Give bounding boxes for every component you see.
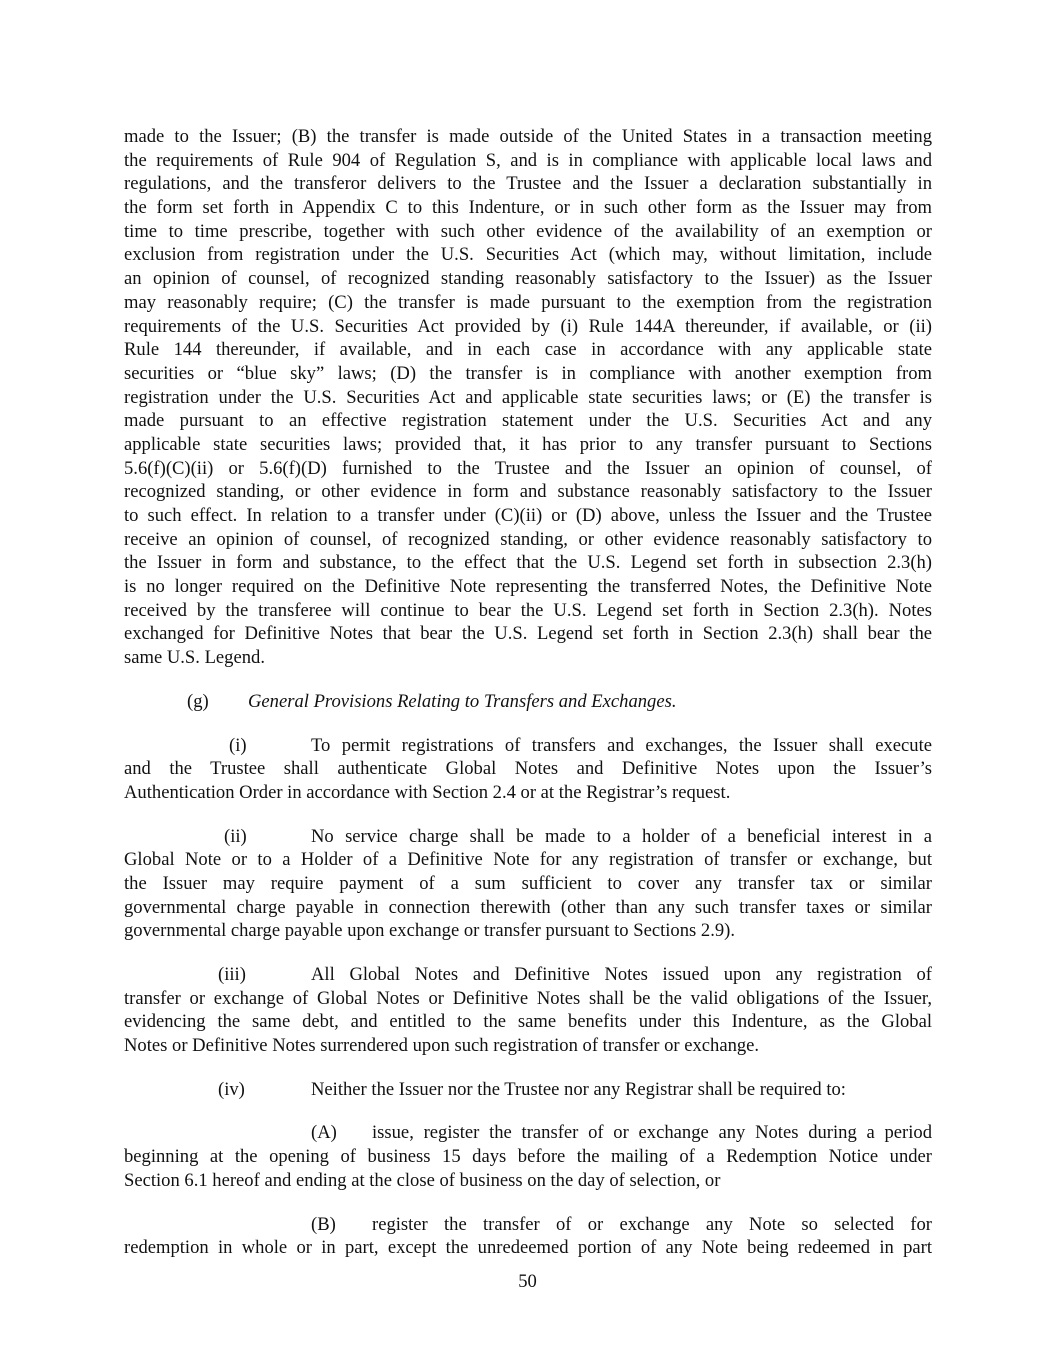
clause-lead-text: All Global Notes and Definitive Notes issued upon any registration of (311, 964, 932, 985)
spacer (124, 1101, 932, 1121)
spacer (124, 1193, 932, 1213)
paragraph-line: the Issuer may require payment of a sum sufficient to cover any transfer tax or similar (124, 872, 932, 894)
clause-number: (B) (311, 1213, 336, 1235)
paragraph-line: to such effect. In relation to a transfer under (C)(ii) or (D) above, unless the Issuer and the Trustee (124, 505, 932, 526)
spacer (124, 714, 932, 734)
paragraph-line: governmental charge payable upon exchange or transfer pursuant to Sections 2.9). (124, 920, 735, 942)
clause-lead-text: To permit registrations of transfers and exchanges, the Issuer shall execute (311, 734, 932, 756)
clause-first-line (124, 1078, 932, 1102)
paragraph-line: Section 6.1 hereof and ending at the close of business on the day of selection, or (124, 1169, 721, 1191)
paragraph-line: transfer or exchange of Global Notes or Definitive Notes shall be the valid obligations of the Issuer, (124, 987, 932, 1009)
spacer (124, 1058, 932, 1078)
paragraph-line: received by the transferee will continue to bear the U.S. Legend set forth in Section 2.3(h). Notes (124, 599, 932, 621)
continuation-paragraph (124, 125, 932, 670)
clause-iv (124, 1078, 932, 1102)
paragraph-line: the Issuer in form and substance, to the effect that the U.S. Legend set forth in subsection 2.3(h) (124, 552, 932, 574)
paragraph-line: exchanged for Definitive Notes that bear the U.S. Legend set forth in Section 2.3(h) shall bear the (124, 623, 932, 645)
clause-first-line (124, 963, 932, 987)
paragraph-line: same U.S. Legend. (124, 647, 265, 669)
paragraph-line: recognized standing, or other evidence in form and substance reasonably satisfactory to the Issuer (124, 481, 932, 503)
paragraph-line: regulations, and the transferor delivers to the Trustee and the Issuer a declaration substantially in (124, 173, 932, 195)
paragraph-line: governmental charge payable in connection therewith (other than any such transfer taxes or similar (124, 896, 932, 918)
spacer (124, 670, 932, 690)
clause-number: (iii) (218, 964, 246, 985)
page-number: 50 (518, 1271, 537, 1292)
clause-number: (iv) (218, 1078, 245, 1100)
paragraph-line: applicable state securities laws; provided that, it has prior to any transfer pursuant to Sections (124, 433, 932, 455)
paragraph-line: exclusion from registration under the U.S. Securities Act (which may, without limitation, include (124, 244, 932, 266)
paragraph-line: the form set forth in Appendix C to this Indenture, or in such other form as the Issuer may from (124, 197, 932, 219)
clause-iii (124, 963, 932, 1058)
paragraph-line: and the Trustee shall authenticate Global Notes and Definitive Notes upon the Issuer’s (124, 758, 932, 780)
spacer (124, 943, 932, 963)
paragraph-line: Rule 144 thereunder, if available, and in each case in accordance with any applicable state (124, 339, 932, 361)
paragraph-line: Authentication Order in accordance with Section 2.4 or at the Registrar’s request. (124, 781, 731, 803)
paragraph-line: Global Note or to a Holder of a Definitive Note for any registration of transfer or exchange, but (124, 849, 932, 871)
clause-number: (A) (311, 1122, 337, 1144)
paragraph-line: may reasonably require; (C) the transfer is made pursuant to the exemption from the registration (124, 291, 932, 313)
clause-first-line (124, 1121, 932, 1145)
paragraph-line: redemption in whole or in part, except the unredeemed portion of any Note being redeemed in part (124, 1237, 932, 1259)
paragraph-line: is no longer required on the Definitive Note representing the transferred Notes, the Definitive Note (124, 576, 932, 598)
clause-lead-text: No service charge shall be made to a holder of a beneficial interest in a (311, 825, 932, 847)
clause-i (124, 734, 932, 805)
spacer (124, 805, 932, 825)
paragraph-line: an opinion of counsel, of recognized standing reasonably satisfactory to the Issuer) as the Issuer (124, 268, 932, 290)
paragraph-line: registration under the U.S. Securities Act and applicable state securities laws; or (E) the transfer is (124, 386, 932, 408)
clause-lead-text: register the transfer of or exchange any Note so selected for (372, 1213, 932, 1235)
document-page (124, 125, 932, 1260)
paragraph-line: requirements of the U.S. Securities Act provided by (i) Rule 144A thereunder, if available, or (ii) (124, 315, 932, 337)
clause-number: (ii) (224, 825, 247, 847)
paragraph-line: beginning at the opening of business 15 days before the mailing of a Redemption Notice under (124, 1146, 932, 1168)
clause-lead-text: issue, register the transfer of or exchange any Notes during a period (372, 1122, 932, 1144)
clause-number: (i) (229, 734, 247, 756)
paragraph-line: made pursuant to an effective registration statement under the U.S. Securities Act and any (124, 410, 932, 432)
paragraph-line: securities or “blue sky” laws; (D) the transfer is in compliance with another exemption from (124, 362, 932, 384)
clause-first-line (124, 734, 932, 758)
paragraph-line: receive an opinion of counsel, of recognized standing, or other evidence reasonably satisfactory to (124, 528, 932, 550)
clause-ii (124, 825, 932, 943)
clause-lead-text: Neither the Issuer nor the Trustee nor any Registrar shall be required to: (311, 1078, 846, 1100)
paragraph-line: the requirements of Rule 904 of Regulation S, and is in compliance with applicable local laws and (124, 149, 932, 171)
section-number: (g) (187, 690, 209, 712)
section-heading-g (124, 690, 932, 714)
clause-first-line (124, 825, 932, 849)
paragraph-line: Notes or Definitive Notes surrendered upon such registration of transfer or exchange. (124, 1035, 760, 1057)
paragraph-line: made to the Issuer; (B) the transfer is made outside of the United States in a transaction meeting (124, 126, 932, 147)
paragraph-line: time to time prescribe, together with such other evidence of the availability of an exemption or (124, 220, 932, 242)
clause-B (124, 1213, 932, 1260)
paragraph-line: evidencing the same debt, and entitled to the same benefits under this Indenture, as the Global (124, 1011, 932, 1033)
clause-A (124, 1121, 932, 1192)
paragraph-line: 5.6(f)(C)(ii) or 5.6(f)(D) furnished to the Trustee and the Issuer an opinion of counsel, of (124, 457, 932, 479)
section-title: General Provisions Relating to Transfers and Exchanges. (248, 690, 677, 712)
clause-first-line (124, 1213, 932, 1237)
